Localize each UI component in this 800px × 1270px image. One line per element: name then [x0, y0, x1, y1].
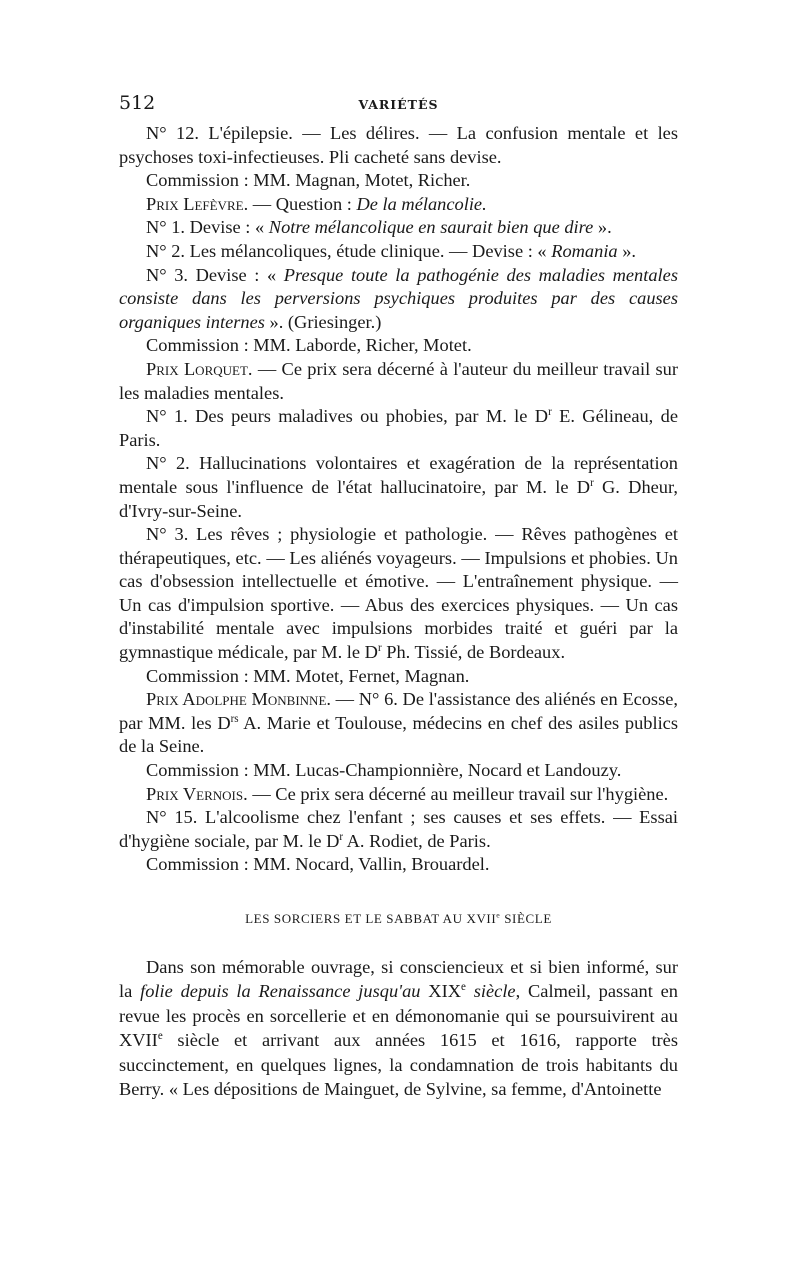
- paragraph-6: N° 3. Devise : « Presque toute la pathogénie des maladies mentales consiste dans les perversions psychiques produites par des causes organiques internes ». (Griesinger.): [119, 264, 678, 332]
- paragraph-10: N° 2. Hallucinations volontaires et exagération de la représentation mentale sous l'influence de l'état hallucinatoire, par M. le $D^r$ G. Dheur, d'Ivry-sur-Seine.: [119, 453, 678, 521]
- paragraph-13: Prix Adolphe Monbinne. — N° 6. De l'assistance des aliénés en Ecosse, par MM. les $D^{rs}$ A. Marie et Toulouse, médecins en chef des asiles publics de la Seine.: [119, 689, 679, 757]
- paragraph-1: N° 12. L'épilepsie. — Les délires. — La confusion mentale et les psychoses toxi-infectieuses. Pli cacheté sans devise.: [119, 123, 678, 167]
- paragraph-7: Commission : MM. Laborde, Richer, Motet.: [146, 335, 472, 356]
- paragraph-17: Commission : MM. Nocard, Vallin, Brouardel.: [146, 854, 490, 875]
- paragraph-11: N° 3. Les rêves ; physiologie et pathologie. — Rêves pathogènes et thérapeutiques, etc. — Les aliénés voyageurs. — Impulsions et phobies. Un cas d'obsession intellectuelle et émotive. — L'entraînement physique. — Un cas d'impulsion sportive. — Abus des exercices physiques. — Un cas d'instabilité mentale avec impulsions morbides traité et guéri par la gymnastique médicale, par M. le $D^r$ Ph. Tissié, de Bordeaux.: [119, 524, 678, 663]
- paragraph-16: N° 15. L'alcoolisme chez l'enfant ; ses causes et ses effets. — Essai d'hygiène sociale, par M. le $D^r$ A. Rodiet, de Paris.: [119, 807, 678, 851]
- section-title: LES SORCIERS ET LE SABBAT AU XVIIe SIÈCLE: [245, 910, 552, 926]
- paragraph-5: N° 2. Les mélancoliques, étude clinique. — Devise : « Romania ».: [146, 240, 637, 261]
- paragraph-14: Commission : MM. Lucas-Championnière, Nocard et Landouzy.: [146, 760, 622, 781]
- paragraph-12: Commission : MM. Motet, Fernet, Magnan.: [146, 665, 470, 686]
- paragraph-15: Prix Vernois. — Ce prix sera décerné au meilleur travail sur l'hygiène.: [146, 783, 669, 804]
- running-head: VARIÉTÉS: [358, 97, 439, 112]
- paragraph-2: Commission : MM. Magnan, Motet, Richer.: [146, 170, 471, 191]
- page-header: [119, 92, 678, 122]
- paragraph-4: N° 1. Devise : « Notre mélancolique en saurait bien que dire ».: [146, 217, 612, 238]
- paragraph-8: Prix Lorquet. — Ce prix sera décerné à l'auteur du meilleur travail sur les maladies mentales.: [119, 358, 678, 403]
- page-number: 512: [119, 92, 156, 114]
- section-paragraph-1: Dans son mémorable ouvrage, si consciencieux et si bien informé, sur la folie depuis la Renaissance jusqu'au XIXe siècle, Calmeil, passant en revue les procès en sorcellerie et en démonomanie qui se poursuivirent au XVIIe siècle et arrivant aux années 1615 et 1616, rapporte très succinctement, en quelques lignes, la condamnation de trois habitants du Berry. « Les dépositions de Mainguet, de Sylvine, sa femme, d'Antoinette: [119, 957, 678, 1100]
- section-body-text: [119, 955, 678, 1101]
- body-text: [119, 122, 678, 877]
- paragraph-3: Prix Lefèvre. — Question : De la mélancolie.: [146, 193, 487, 214]
- paragraph-9: N° 1. Des peurs maladives ou phobies, par M. le $D^r$ E. Gélineau, de Paris.: [119, 406, 678, 450]
